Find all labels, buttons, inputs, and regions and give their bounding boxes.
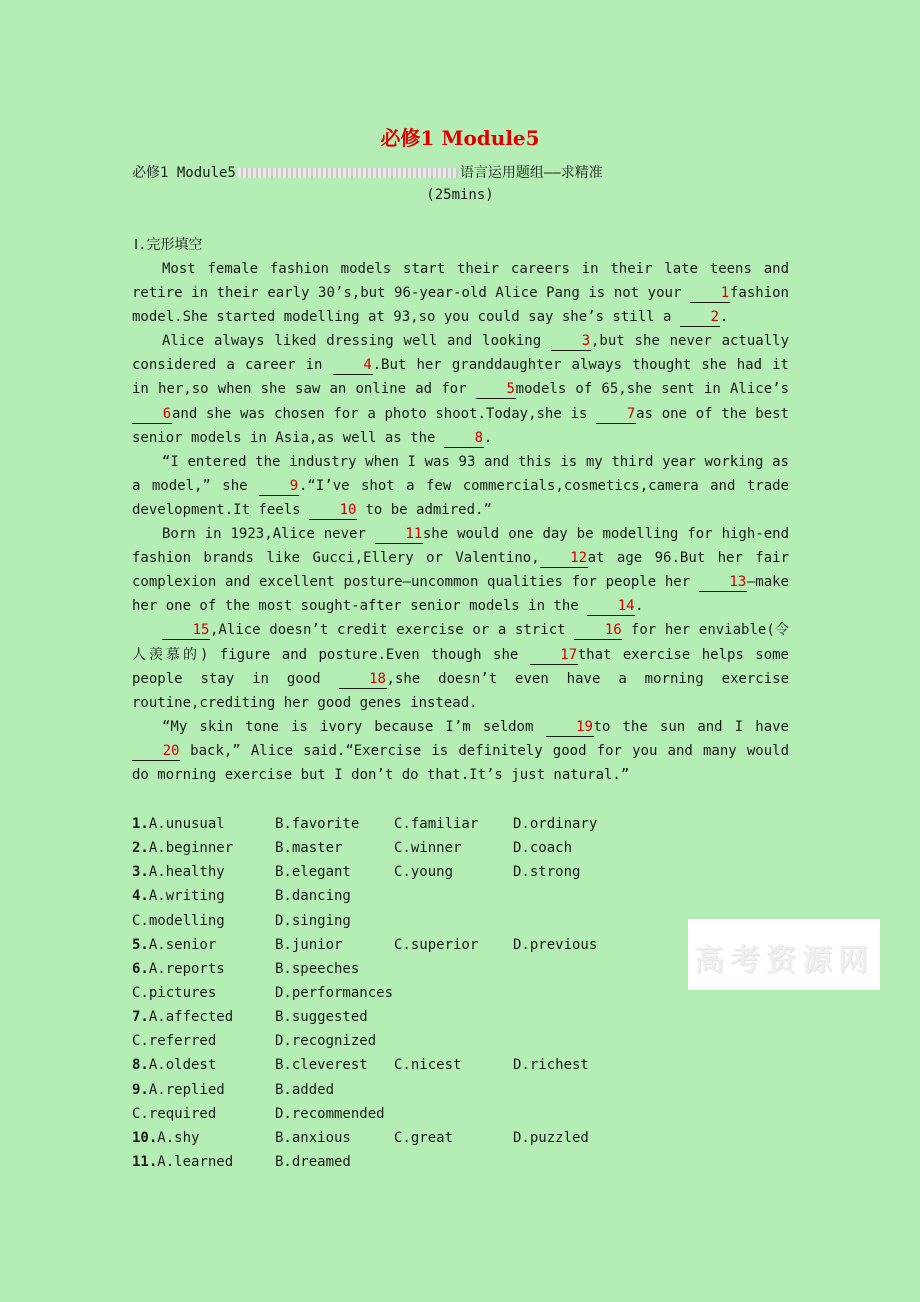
- option-cell: [132, 1029, 216, 1053]
- option-text: A.healthy: [148, 864, 225, 881]
- option-text: B.junior: [275, 936, 343, 953]
- option-text: D.singing: [275, 912, 351, 929]
- paragraph-1: Most female fashion models start their careers in their late teens and retire in their early 30’s,but 96-year-old Alice Pang is not your 1fashion model.She started modelling at 93,so you could say she’s still a 2.: [132, 261, 789, 326]
- subtitle: [132, 162, 603, 182]
- option-text: B.elegant: [275, 864, 351, 881]
- option-text: B.speeches: [275, 960, 360, 977]
- option-cell: [394, 1126, 453, 1150]
- option-cell: [132, 836, 233, 860]
- blank-8: 8: [444, 430, 484, 448]
- option-cell: [132, 1005, 233, 1029]
- option-text: D.recognized: [275, 1033, 377, 1050]
- blank-5: 5: [476, 381, 516, 399]
- blank-11: 11: [375, 526, 423, 544]
- option-text: D.previous: [513, 936, 598, 953]
- option-cell: [513, 860, 580, 884]
- option-text: C.winner: [394, 840, 462, 857]
- watermark-logo-text: 高考资源网: [694, 943, 874, 978]
- option-text: C.referred: [132, 1033, 217, 1050]
- option-text: B.favorite: [275, 816, 360, 832]
- blank-4: 4: [333, 357, 373, 375]
- option-text: C.familiar: [394, 816, 479, 832]
- question-number: 3.: [132, 864, 149, 881]
- question-number: 11.: [132, 1153, 158, 1170]
- option-cell: [513, 1053, 589, 1077]
- option-text: A.replied: [148, 1081, 225, 1098]
- option-text: C.required: [132, 1105, 217, 1122]
- question-number: 7.: [132, 1009, 149, 1026]
- option-cell: [275, 1029, 376, 1053]
- blank-16: 16: [574, 622, 622, 640]
- option-text: D.ordinary: [513, 816, 598, 832]
- option-cell: [394, 812, 478, 836]
- option-text: B.dancing: [275, 888, 351, 905]
- watermark-logo: [688, 919, 880, 990]
- option-cell: [132, 1053, 216, 1077]
- option-cell: [275, 884, 351, 908]
- blank-2: 2: [680, 309, 720, 327]
- blank-12: 12: [540, 550, 588, 568]
- option-cell: [132, 884, 225, 908]
- blank-3: 3: [551, 333, 591, 351]
- option-cell: [275, 1126, 351, 1150]
- option-cell: [275, 860, 351, 884]
- option-text: C.nicest: [394, 1057, 462, 1074]
- option-cell: [132, 909, 225, 933]
- question-number: 8.: [132, 1057, 149, 1074]
- blank-18: 18: [339, 671, 387, 689]
- page-title: 必修1 Module5: [380, 126, 540, 150]
- option-cell: [275, 909, 351, 933]
- option-text: C.great: [394, 1129, 454, 1146]
- blank-14: 14: [587, 598, 635, 616]
- option-text: D.recommended: [275, 1105, 385, 1122]
- option-cell: [132, 1102, 216, 1126]
- option-text: A.writing: [148, 888, 225, 905]
- option-text: B.cleverest: [275, 1057, 368, 1074]
- option-text: A.reports: [148, 960, 225, 977]
- option-text: A.learned: [157, 1153, 234, 1170]
- option-cell: [275, 933, 342, 957]
- option-cell: [132, 1126, 199, 1150]
- paragraph-3: “I entered the industry when I was 93 and this is my third year working as a model,” she 9.“I’ve shot a few commercials,cosmetics,camera and trade development.It feels 10 to be admired.”: [132, 453, 789, 518]
- option-text: B.suggested: [275, 1009, 368, 1026]
- redacted-watermark-bar: [238, 168, 458, 178]
- option-text: B.anxious: [275, 1129, 351, 1146]
- option-text: B.master: [275, 840, 343, 857]
- option-cell: [132, 1078, 225, 1102]
- option-cell: [132, 933, 216, 957]
- blank-1: 1: [690, 285, 730, 303]
- blank-19: 19: [546, 719, 594, 737]
- option-cell: [275, 1078, 334, 1102]
- option-cell: [513, 836, 572, 860]
- option-text: C.superior: [394, 936, 479, 953]
- option-text: C.pictures: [132, 984, 217, 1001]
- option-text: A.shy: [157, 1129, 200, 1146]
- option-cell: [275, 836, 342, 860]
- option-cell: [275, 1150, 351, 1174]
- paragraph-2: Alice always liked dressing well and looking 3,but she never actually considered a career in 4.But her granddaughter always thought she had it in her,so when she saw an online ad for 5models of 65,she sent in Alice’s 6and she was chosen for a photo shoot.Today,she is 7as one of the best senior models in Asia,as well as the 8.: [132, 333, 790, 446]
- paragraph-4: Born in 1923,Alice never 11she would one day be modelling for high-end fashion brands like Gucci,Ellery or Valentino, 12at age 96.But her fair complexion and excellent posture—uncommon qualities for people her 13—make her one of the most sought-after senior models in the 14.: [132, 526, 789, 615]
- option-cell: [275, 1005, 368, 1029]
- option-text: B.added: [275, 1081, 335, 1098]
- option-text: A.unusual: [148, 816, 225, 832]
- blank-13: 13: [699, 574, 747, 592]
- option-cell: [132, 981, 216, 1005]
- option-text: D.coach: [513, 840, 573, 857]
- option-cell: [394, 933, 478, 957]
- question-number: 4.: [132, 888, 149, 905]
- option-text: D.richest: [513, 1057, 589, 1074]
- option-cell: [275, 957, 359, 981]
- paragraph-5: 15,Alice doesn’t credit exercise or a strict 16 for her enviable(令人羡慕的) figure and posture.Even though she 17that exercise helps some people stay in good 18,she doesn’t even have a morning exercise routine,crediting her good genes instead.: [132, 622, 790, 711]
- blank-6: 6: [132, 406, 172, 424]
- cloze-passage: [132, 257, 789, 787]
- option-cell: [394, 860, 453, 884]
- option-text: A.affected: [148, 1009, 234, 1026]
- option-cell: [132, 812, 225, 836]
- option-cell: [132, 1150, 233, 1174]
- option-text: D.puzzled: [513, 1129, 589, 1146]
- blank-15: 15: [162, 622, 210, 640]
- question-number: 5.: [132, 936, 149, 953]
- option-text: C.young: [394, 864, 454, 881]
- option-text: D.strong: [513, 864, 581, 881]
- option-cell: [394, 836, 461, 860]
- blank-9: 9: [259, 478, 299, 496]
- blank-10: 10: [309, 502, 357, 520]
- option-text: B.dreamed: [275, 1153, 351, 1170]
- blank-7: 7: [596, 406, 636, 424]
- option-cell: [275, 1053, 368, 1077]
- subtitle-left: 必修1 Module5: [132, 165, 236, 181]
- option-cell: [132, 957, 225, 981]
- subtitle-right: 语言运用题组——求精准: [459, 165, 603, 181]
- paragraph-6: “My skin tone is ivory because I’m seldom 19to the sun and I have 20 back,” Alice said.“Exercise is definitely good for you and many would do morning exercise but I don’t do that.It’s just natural.”: [132, 718, 789, 783]
- option-cell: [513, 933, 597, 957]
- option-text: A.beginner: [148, 840, 234, 857]
- section-label: Ⅰ.完形填空: [134, 237, 203, 253]
- option-cell: [275, 1102, 385, 1126]
- option-cell: [132, 860, 225, 884]
- question-number: 6.: [132, 960, 149, 977]
- option-cell: [513, 812, 597, 836]
- option-text: A.senior: [148, 936, 217, 953]
- option-cell: [394, 1053, 461, 1077]
- question-number: 9.: [132, 1081, 149, 1098]
- blank-20: 20: [132, 743, 180, 761]
- option-text: D.performances: [275, 984, 394, 1001]
- time-limit: (25mins): [426, 187, 494, 203]
- option-text: C.modelling: [132, 912, 225, 929]
- option-cell: [275, 981, 393, 1005]
- blank-17: 17: [530, 647, 578, 665]
- question-number: 1.: [132, 816, 149, 832]
- option-cell: [275, 812, 359, 836]
- question-number: 10.: [132, 1129, 158, 1146]
- question-number: 2.: [132, 840, 149, 857]
- option-cell: [513, 1126, 589, 1150]
- option-text: A.oldest: [148, 1057, 217, 1074]
